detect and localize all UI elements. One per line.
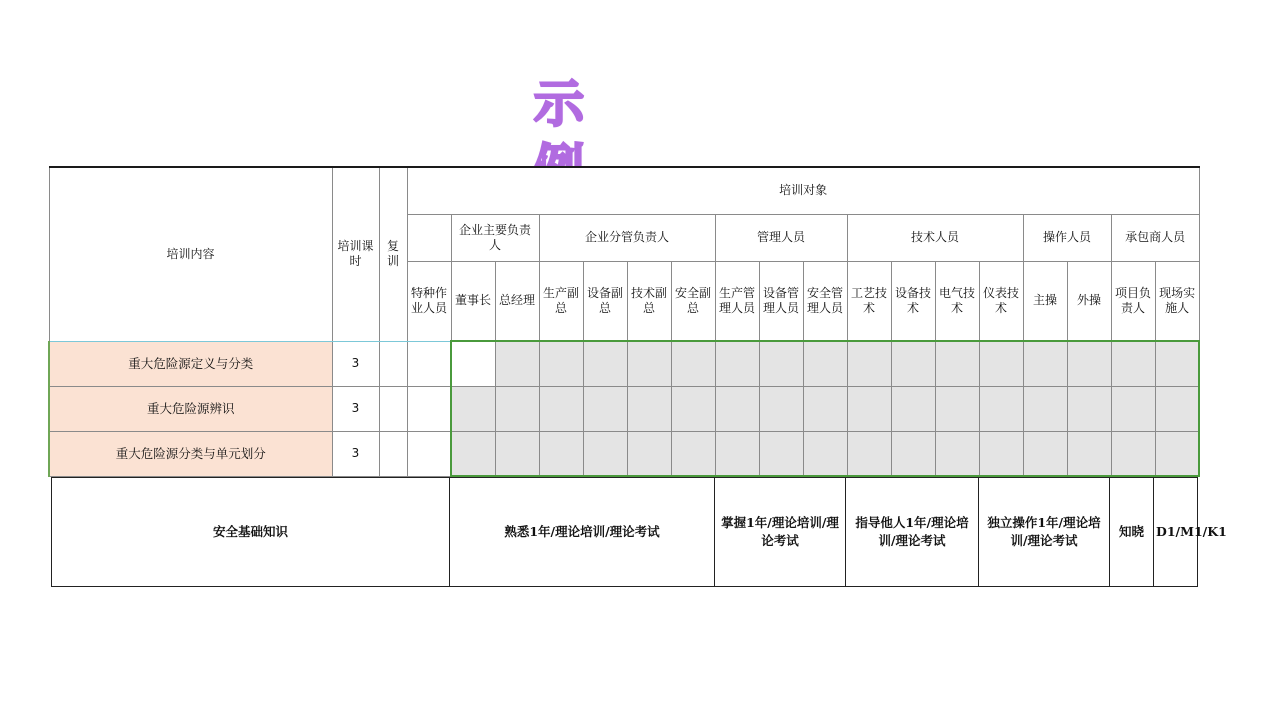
table-row <box>49 431 1199 476</box>
matrix-cell[interactable] <box>539 386 583 431</box>
requirement-level-guide: 指导他人1年/理论培训/理论考试 <box>846 478 979 587</box>
matrix-cell[interactable] <box>583 431 627 476</box>
requirement-level-master: 掌握1年/理论培训/理论考试 <box>715 478 846 587</box>
matrix-cell[interactable] <box>583 341 627 386</box>
role-header: 外操 <box>1067 261 1111 341</box>
matrix-cell[interactable] <box>847 431 891 476</box>
matrix-cell[interactable] <box>803 386 847 431</box>
matrix-cell[interactable] <box>1111 431 1155 476</box>
role-header: 设备副总 <box>583 261 627 341</box>
row-retrain-cell <box>379 341 407 386</box>
matrix-cell[interactable] <box>451 341 495 386</box>
matrix-cell[interactable] <box>407 431 451 476</box>
matrix-cell[interactable] <box>759 341 803 386</box>
matrix-cell[interactable] <box>979 431 1023 476</box>
role-header: 工艺技术 <box>847 261 891 341</box>
role-header: 现场实施人 <box>1155 261 1199 341</box>
group-contractors: 承包商人员 <box>1111 214 1199 261</box>
matrix-cell[interactable] <box>715 386 759 431</box>
matrix-cell[interactable] <box>847 341 891 386</box>
matrix-cell[interactable] <box>803 341 847 386</box>
matrix-cell[interactable] <box>935 341 979 386</box>
matrix-cell[interactable] <box>451 431 495 476</box>
matrix-cell[interactable] <box>1111 386 1155 431</box>
role-header: 生产管理人员 <box>715 261 759 341</box>
role-header: 董事长 <box>451 261 495 341</box>
matrix-cell[interactable] <box>979 341 1023 386</box>
matrix-cell[interactable] <box>539 341 583 386</box>
matrix-cell[interactable] <box>1111 341 1155 386</box>
matrix-cell[interactable] <box>715 341 759 386</box>
row-content-cell: 重大危险源分类与单元划分 <box>49 431 332 476</box>
matrix-cell[interactable] <box>407 341 451 386</box>
role-header: 电气技术 <box>935 261 979 341</box>
role-header: 仪表技术 <box>979 261 1023 341</box>
page-title: 示 <box>534 75 598 133</box>
role-header: 技术副总 <box>627 261 671 341</box>
matrix-cell[interactable] <box>627 341 671 386</box>
matrix-cell[interactable] <box>1155 341 1199 386</box>
role-header: 特种作业人员 <box>407 261 451 341</box>
header-hours: 培训课时 <box>332 167 379 341</box>
matrix-cell[interactable] <box>935 386 979 431</box>
role-header: 安全副总 <box>671 261 715 341</box>
row-hours-cell: 3 <box>332 431 379 476</box>
matrix-cell[interactable] <box>1023 431 1067 476</box>
matrix-cell[interactable] <box>1023 341 1067 386</box>
role-header: 主操 <box>1023 261 1067 341</box>
matrix-cell[interactable] <box>847 386 891 431</box>
requirements-table <box>51 477 1227 587</box>
matrix-cell[interactable] <box>1067 341 1111 386</box>
matrix-cell[interactable] <box>759 431 803 476</box>
row-hours-cell: 3 <box>332 386 379 431</box>
matrix-cell[interactable] <box>979 386 1023 431</box>
requirement-level-code: D1/M1/K1 <box>1154 478 1198 587</box>
role-header: 项目负责人 <box>1111 261 1155 341</box>
matrix-cell[interactable] <box>1023 386 1067 431</box>
matrix-cell[interactable] <box>495 386 539 431</box>
header-retrain: 复训 <box>379 167 407 341</box>
role-header: 总经理 <box>495 261 539 341</box>
row-content-cell: 重大危险源定义与分类 <box>49 341 332 386</box>
training-matrix-table <box>48 166 1200 477</box>
header-content: 培训内容 <box>49 167 332 341</box>
role-header: 设备管理人员 <box>759 261 803 341</box>
requirement-level-aware: 知晓 <box>1110 478 1154 587</box>
matrix-cell[interactable] <box>891 431 935 476</box>
requirement-level-familiar: 熟悉1年/理论培训/理论考试 <box>450 478 715 587</box>
group-technicians: 技术人员 <box>847 214 1023 261</box>
group-main-leaders: 企业主要负责人 <box>451 214 539 261</box>
role-header: 生产副总 <box>539 261 583 341</box>
matrix-cell[interactable] <box>1155 431 1199 476</box>
role-header: 安全管理人员 <box>803 261 847 341</box>
matrix-cell[interactable] <box>495 341 539 386</box>
matrix-cell[interactable] <box>627 431 671 476</box>
matrix-cell[interactable] <box>539 431 583 476</box>
matrix-cell[interactable] <box>1155 386 1199 431</box>
matrix-cell[interactable] <box>451 386 495 431</box>
row-retrain-cell <box>379 386 407 431</box>
group-managers: 管理人员 <box>715 214 847 261</box>
matrix-cell[interactable] <box>891 341 935 386</box>
matrix-cell[interactable] <box>1067 386 1111 431</box>
matrix-cell[interactable] <box>715 431 759 476</box>
group-operators: 操作人员 <box>1023 214 1111 261</box>
table-row <box>49 386 1199 431</box>
matrix-cell[interactable] <box>803 431 847 476</box>
requirement-category: 安全基础知识 <box>52 478 450 587</box>
matrix-cell[interactable] <box>671 386 715 431</box>
matrix-cell[interactable] <box>407 386 451 431</box>
row-hours-cell: 3 <box>332 341 379 386</box>
matrix-cell[interactable] <box>759 386 803 431</box>
matrix-cell[interactable] <box>583 386 627 431</box>
matrix-cell[interactable] <box>1067 431 1111 476</box>
row-retrain-cell <box>379 431 407 476</box>
role-header: 设备技术 <box>891 261 935 341</box>
group-blank <box>407 214 451 261</box>
matrix-cell[interactable] <box>935 431 979 476</box>
matrix-cell[interactable] <box>495 431 539 476</box>
header-targets: 培训对象 <box>407 167 1199 214</box>
table-row <box>49 341 1199 386</box>
matrix-cell[interactable] <box>671 431 715 476</box>
matrix-cell[interactable] <box>671 341 715 386</box>
row-content-cell: 重大危险源辨识 <box>49 386 332 431</box>
table-body <box>49 341 1199 476</box>
group-deputy-leaders: 企业分管负责人 <box>539 214 715 261</box>
matrix-cell[interactable] <box>891 386 935 431</box>
requirement-level-independent: 独立操作1年/理论培训/理论考试 <box>979 478 1110 587</box>
matrix-cell[interactable] <box>627 386 671 431</box>
